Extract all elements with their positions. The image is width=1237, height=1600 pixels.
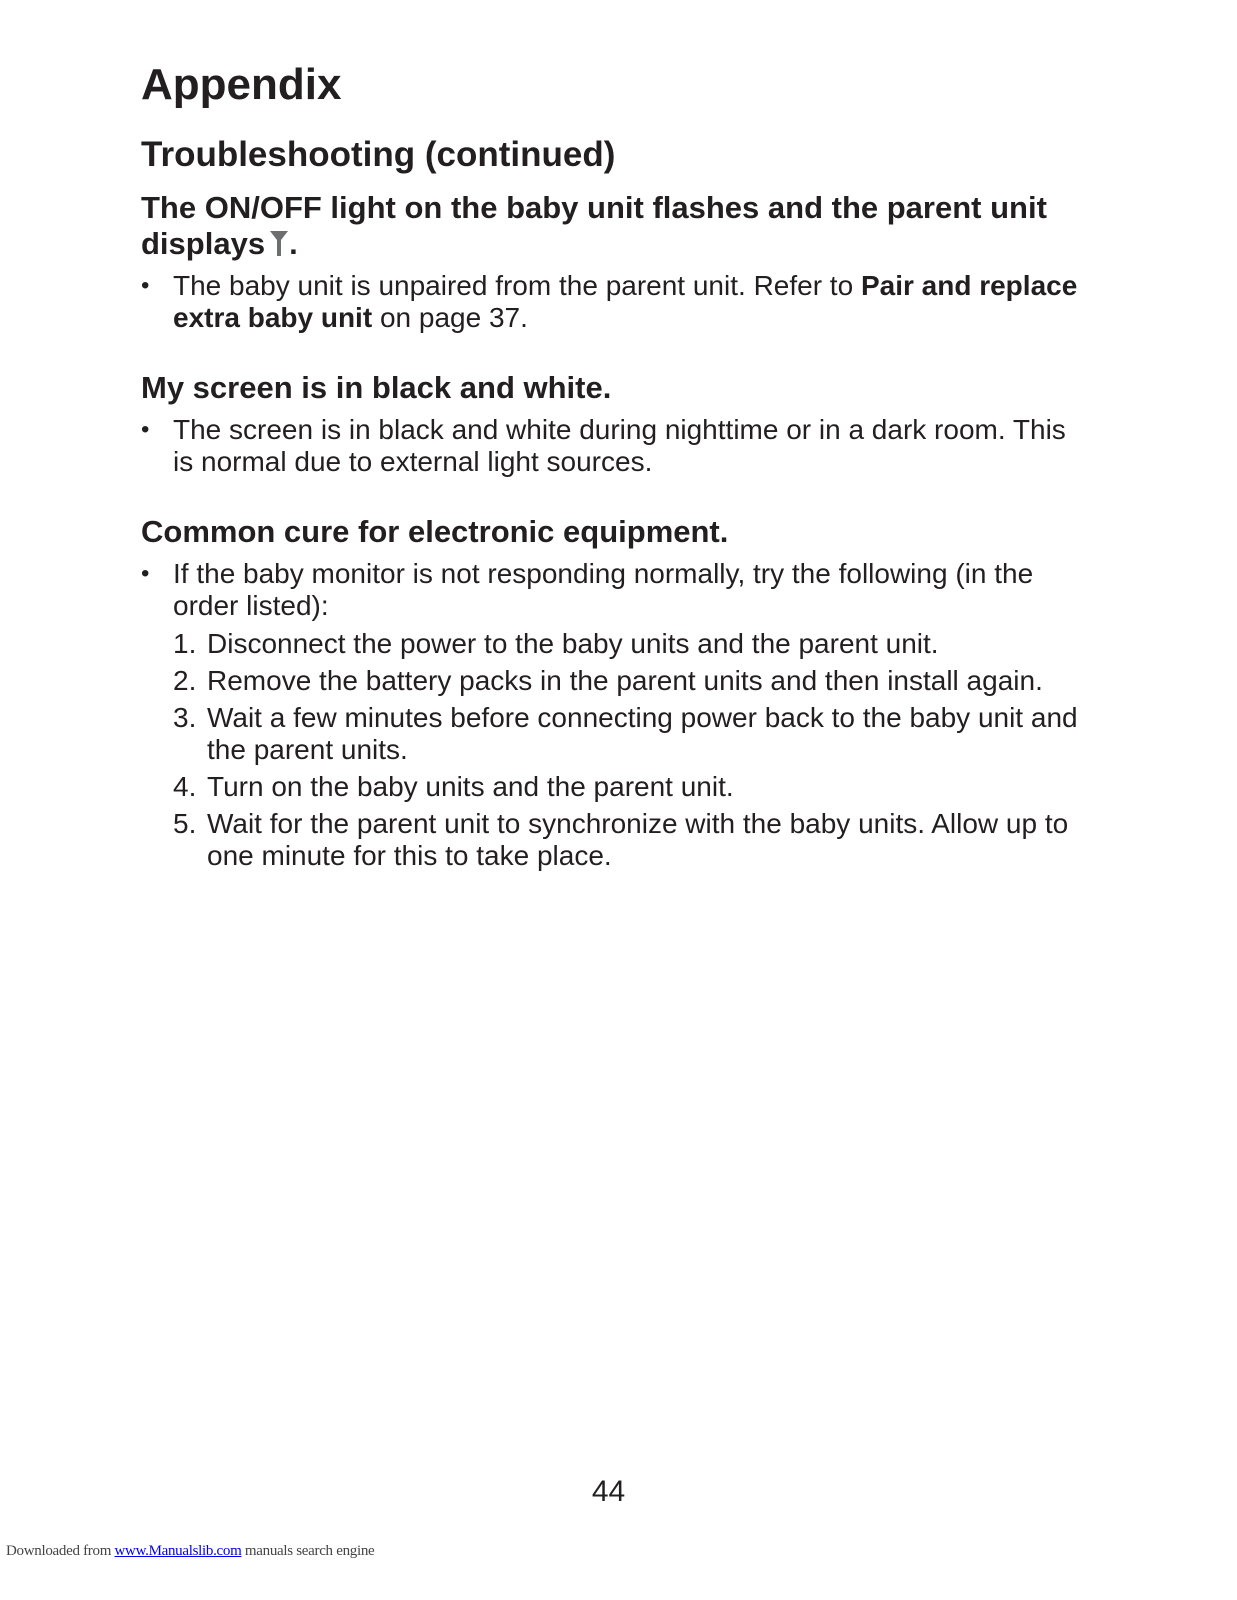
section-subtitle: Troubleshooting (continued) (141, 135, 616, 174)
download-footer (6, 1541, 374, 1561)
page-title: Appendix (141, 60, 342, 109)
bullet-text: If the baby monitor is not responding normally, try the following (in the order listed): (173, 558, 1034, 621)
section-heading-period: . (289, 226, 298, 261)
bullet-text-end: on page 37. (372, 302, 528, 333)
bullet-marker: • (141, 416, 150, 443)
bullet-list (141, 414, 1081, 478)
step-item (173, 628, 1081, 660)
step-text: Wait for the parent unit to synchronize with the baby units. Allow up to one minute for this to take place. (207, 808, 1069, 871)
step-number: 3. (173, 702, 197, 733)
page-number: 44 (591, 1475, 626, 1508)
step-item (173, 808, 1081, 872)
bullet-marker: • (141, 272, 150, 299)
numbered-steps (173, 628, 1081, 872)
section-heading-text: The ON/OFF light on the baby unit flashes and the parent unit displays (141, 190, 1047, 261)
bullet-reference-bold: Pair and replace extra baby unit (173, 270, 1078, 333)
bullet-text: The screen is in black and white during nighttime or in a dark room. This is normal due to external light sources. (173, 414, 1066, 477)
step-item (173, 702, 1081, 766)
bullet-list (141, 270, 1081, 334)
bullet-list (141, 558, 1081, 622)
antenna-icon (269, 229, 289, 257)
manualslib-link[interactable]: www.Manualslib.com (114, 1543, 242, 1559)
bullet-marker: • (141, 560, 150, 587)
list-item (141, 558, 1081, 622)
list-item (141, 414, 1081, 478)
section-heading-onoff-light (141, 190, 1081, 262)
footer-prefix: Downloaded from (6, 1543, 115, 1559)
list-item (141, 270, 1081, 334)
step-number: 4. (173, 771, 197, 802)
step-number: 1. (173, 628, 197, 659)
step-text: Disconnect the power to the baby units and the parent unit. (207, 628, 939, 659)
step-text: Remove the battery packs in the parent units and then install again. (207, 665, 1043, 696)
step-item (173, 665, 1081, 697)
bullet-text: The baby unit is unpaired from the parent unit. Refer to (173, 270, 861, 301)
step-text: Wait a few minutes before connecting power back to the baby unit and the parent units. (207, 702, 1078, 765)
section-heading-black-white: My screen is in black and white. (141, 370, 612, 405)
step-number: 5. (173, 808, 197, 839)
step-item (173, 771, 1081, 803)
section-heading-common-cure: Common cure for electronic equipment. (141, 514, 729, 549)
step-text: Turn on the baby units and the parent unit. (207, 771, 734, 802)
footer-suffix: manuals search engine (241, 1543, 375, 1559)
step-number: 2. (173, 665, 197, 696)
page-content (141, 58, 1081, 877)
